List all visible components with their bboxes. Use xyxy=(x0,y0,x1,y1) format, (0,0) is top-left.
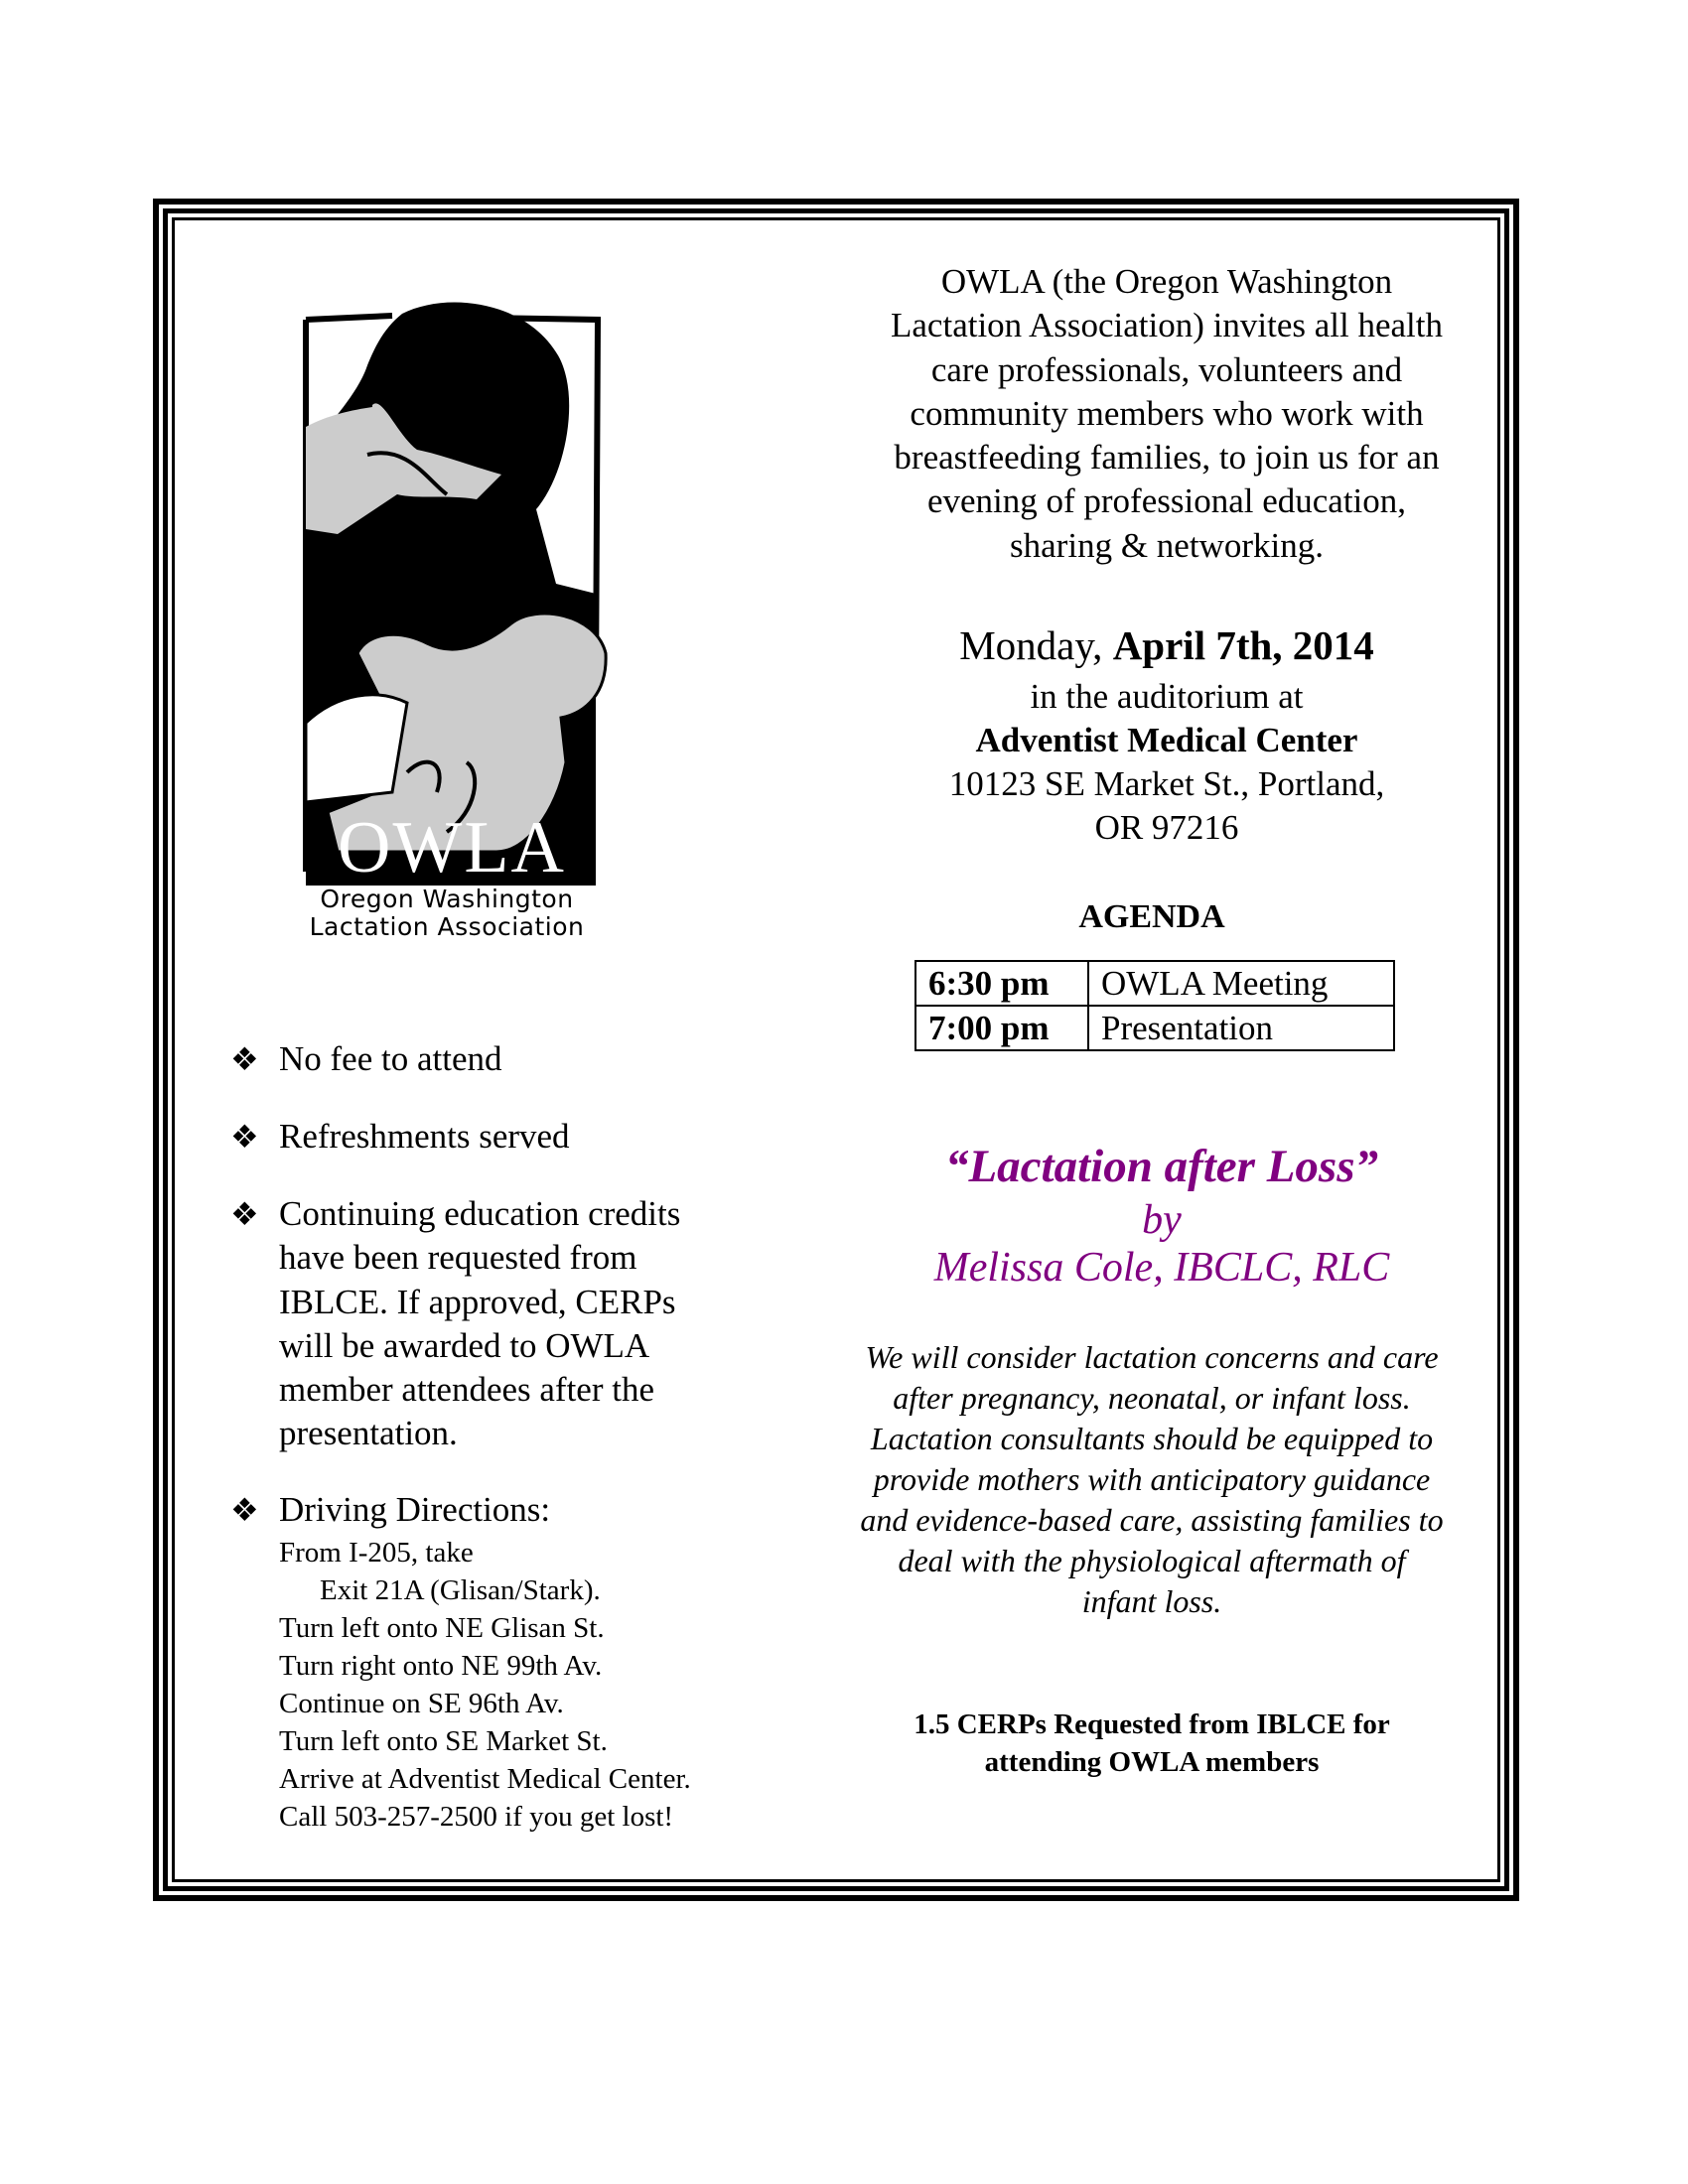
agenda-heading: AGENDA xyxy=(1078,898,1225,935)
diamond-bullet-icon: ❖ xyxy=(230,1119,259,1155)
location-intro: in the auditorium at xyxy=(1030,677,1304,716)
logo-subtitle-line1: Oregon Washington xyxy=(320,885,574,913)
agenda-time: 6:30 pm xyxy=(915,961,1088,1006)
agenda-item: OWLA Meeting xyxy=(1088,961,1394,1006)
description-line: deal with the physiological aftermath of xyxy=(898,1543,1406,1578)
intro-line: community members who work with xyxy=(910,393,1424,433)
credits-line: will be awarded to OWLA xyxy=(279,1325,650,1365)
description-line: provide mothers with anticipatory guidance xyxy=(873,1461,1431,1497)
logo-subtitle xyxy=(288,886,606,941)
diamond-bullet-icon: ❖ xyxy=(230,1196,259,1232)
credits-line: have been requested from xyxy=(279,1238,637,1278)
direction-line: Turn left onto SE Market St. xyxy=(279,1725,608,1757)
direction-line: Continue on SE 96th Av. xyxy=(279,1688,564,1719)
agenda-table xyxy=(914,960,1395,1051)
credits-line: member attendees after the xyxy=(279,1370,654,1410)
direction-line: Turn right onto NE 99th Av. xyxy=(279,1650,603,1682)
address-line2: OR 97216 xyxy=(1094,808,1239,847)
intro-line: OWLA (the Oregon Washington xyxy=(940,262,1393,301)
intro-paragraph xyxy=(844,260,1489,568)
agenda-time: 7:00 pm xyxy=(915,1006,1088,1050)
direction-line: From I-205, take xyxy=(279,1537,474,1569)
bullet-credits xyxy=(279,1192,680,1456)
event-date-value: April 7th, 2014 xyxy=(1112,622,1374,668)
driving-directions xyxy=(279,1534,691,1836)
event-venue xyxy=(844,675,1489,850)
direction-line: Exit 21A (Glisan/Stark). xyxy=(320,1574,601,1606)
credits-line: Continuing education credits xyxy=(279,1194,681,1233)
description-line: after pregnancy, neonatal, or infant loss. xyxy=(893,1380,1411,1416)
cerps-line2: attending OWLA members xyxy=(984,1746,1320,1778)
description-line: infant loss. xyxy=(1081,1583,1222,1619)
event-date xyxy=(844,621,1489,669)
table-row xyxy=(915,1006,1394,1050)
intro-line: care professionals, volunteers and xyxy=(930,349,1403,389)
logo-subtitle-line2: Lactation Association xyxy=(309,912,585,941)
credits-line: presentation. xyxy=(279,1414,458,1453)
description-line: Lactation consultants should be equipped to xyxy=(870,1421,1434,1456)
owla-logo-image xyxy=(298,296,608,886)
owla-wordmark: OWLA xyxy=(338,807,566,886)
cerps-line1: 1.5 CERPs Requested from IBLCE for xyxy=(914,1708,1390,1740)
intro-line: Lactation Association) invites all health xyxy=(891,306,1443,345)
cerps-note xyxy=(844,1706,1460,1781)
intro-line: evening of professional education, xyxy=(926,481,1407,521)
presentation-title: “Lactation after Loss” xyxy=(944,1141,1379,1192)
description-line: and evidence-based care, assisting families to xyxy=(860,1502,1444,1538)
directions-heading: Driving Directions: xyxy=(279,1490,551,1529)
diamond-bullet-icon: ❖ xyxy=(230,1041,259,1077)
direction-line: Turn left onto NE Glisan St. xyxy=(279,1612,605,1644)
address-line1: 10123 SE Market St., Portland, xyxy=(948,764,1385,803)
intro-line: breastfeeding families, to join us for an xyxy=(894,438,1440,478)
presentation-speaker: Melissa Cole, IBCLC, RLC xyxy=(933,1245,1390,1291)
direction-line: Arrive at Adventist Medical Center. xyxy=(279,1763,691,1795)
description-line: We will consider lactation concerns and care xyxy=(865,1339,1439,1375)
table-row xyxy=(915,961,1394,1006)
presentation-description xyxy=(804,1337,1499,1622)
event-day: Monday, xyxy=(959,622,1113,668)
intro-line: sharing & networking. xyxy=(1010,525,1324,565)
diamond-bullet-icon: ❖ xyxy=(230,1492,259,1528)
bullet-no-fee: No fee to attend xyxy=(279,1039,502,1078)
bullet-refreshments: Refreshments served xyxy=(279,1117,570,1156)
presentation-by: by xyxy=(1142,1197,1182,1243)
credits-line: IBLCE. If approved, CERPs xyxy=(279,1282,676,1321)
direction-line: Call 503-257-2500 if you get lost! xyxy=(279,1801,674,1833)
agenda-item: Presentation xyxy=(1088,1006,1394,1050)
venue-name: Adventist Medical Center xyxy=(975,721,1358,759)
